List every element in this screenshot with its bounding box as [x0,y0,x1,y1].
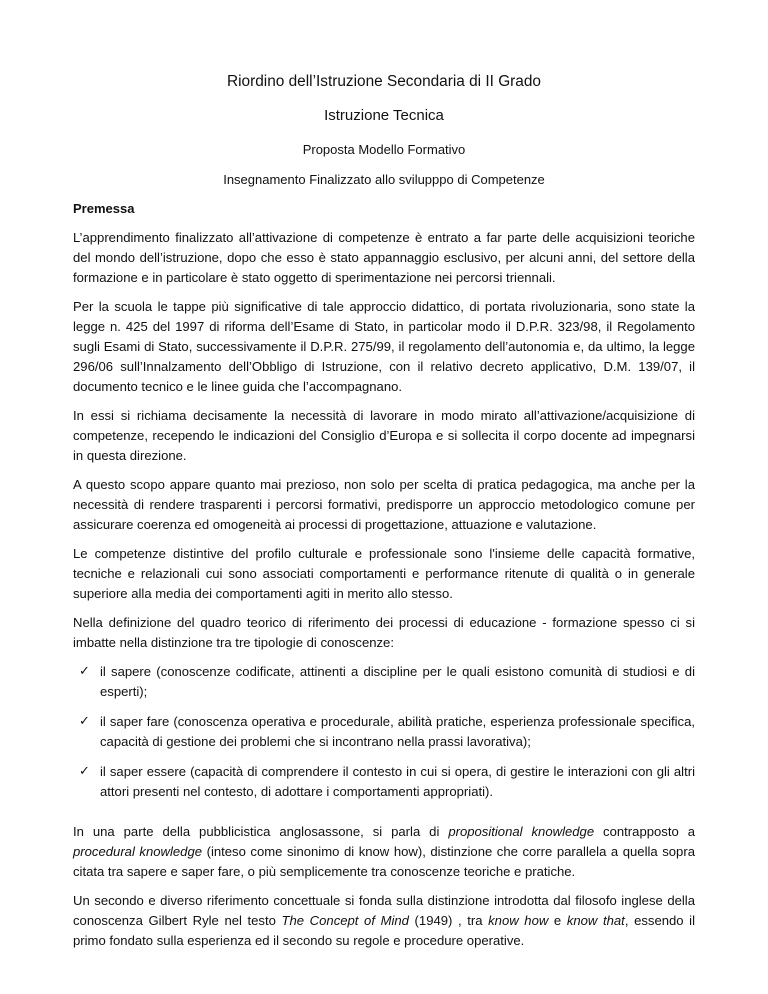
paragraph: L’apprendimento finalizzato all’attivazione di competenze è entrato a far parte delle acquisizioni teoriche del mondo dell’istruzione, dopo che esso è stato appannaggio esclusivo, per alcuni anni, del settore della formazione e in particolare è stato oggetto di sperimentazione nei percorsi triennali. [73,230,695,285]
text-run: , essendo il primo fondato sulla esperienza ed il secondo su regole e procedure operative. [73,913,695,948]
document-subtitle-2: Proposta Modello Formativo [302,142,466,157]
document-title: Riordino dell’Istruzione Secondaria di II Grado [227,73,541,90]
check-icon: ✓ [79,664,90,679]
document-subtitle: Istruzione Tecnica [324,107,444,124]
list-item-text: il saper essere (capacità di comprendere il contesto in cui si opera, di gestire le interazioni con gli altri attori presenti nel contesto, di adottare i comportamenti appropriati). [100,764,695,799]
paragraph-knowledge [73,822,695,882]
italic-term: propositional knowledge [448,824,595,839]
text-run: (1949) , tra [408,913,489,928]
check-icon: ✓ [79,714,90,729]
list-item-text: il sapere (conoscenze codificate, attinenti a discipline per le quali esistono comunità di studiosi e di esperti); [100,664,695,699]
italic-term: know that [566,913,625,928]
list-item [73,662,695,702]
italic-term: know how [488,913,549,928]
text-run: In una parte della pubblicistica anglosassone, si parla di [73,824,449,839]
paragraph: A questo scopo appare quanto mai prezioso, non solo per scelta di pratica pedagogica, ma anche per la necessità di rendere trasparenti i percorsi formativi, predisporre un approccio metodologico comune per assicurare coerenza ed omogeneità ai processi di progettazione, attuazione e valutazione. [73,477,695,532]
list-item [73,762,695,802]
paragraph-ryle [73,891,695,951]
paragraph: Nella definizione del quadro teorico di riferimento dei processi di educazione - formazione spesso ci si imbatte nella distinzione tra tre tipologie di conoscenze: [73,615,695,650]
text-run: contrapposto a [594,824,695,839]
list-item [73,712,695,752]
spacer [73,812,695,822]
paragraph: Per la scuola le tappe più significative di tale approccio didattico, di portata rivoluzionaria, sono state la legge n. 425 del 1997 di riforma dell’Esame di Stato, in particolar modo il D.P.R. 323/98, il Regolamento sugli Esami di Stato, successivamente il D.P.R. 275/99, il regolamento dell’autonomia e, da ultimo, la legge 296/06 sull’Innalzamento dell’Obbligo di Istruzione, con il relativo decreto applicativo, D.M. 139/07, il documento tecnico e le linee guida che l’accompagnano. [73,299,695,394]
italic-term: procedural knowledge [73,844,203,859]
paragraph: In essi si richiama decisamente la necessità di lavorare in modo mirato all’attivazione/acquisizione di competenze, recependo le indicazioni del Consiglio d’Europa e si sollecita il corpo docente ad impegnarsi in questa direzione. [73,408,695,463]
document-subtitle-3: Insegnamento Finalizzato allo svilupppo di Competenze [223,172,545,187]
text-run: (inteso come sinonimo di know how), distinzione che corre parallela a quella sopra citata tra sapere e saper fare, o più semplicemente tra conoscenze teoriche e pratiche. [73,844,695,879]
section-heading: Premessa [73,201,135,216]
check-icon: ✓ [79,764,90,779]
text-run: Un secondo e diverso riferimento concettuale si fonda sulla distinzione introdotta dal filosofo inglese della conoscenza Gilbert Ryle nel testo [73,893,695,928]
book-title: The Concept of Mind [281,913,409,928]
paragraph: Le competenze distintive del profilo culturale e professionale sono l'insieme delle capacità formative, tecniche e relazionali cui sono associati comportamenti e performance ritenute di qualità o in generale superiore alla media dei comportamenti agiti in merito allo stesso. [73,546,695,601]
knowledge-types-list [73,662,695,802]
text-run: e [548,913,567,928]
list-item-text: il saper fare (conoscenza operativa e procedurale, abilità pratiche, esperienza professionale specifica, capacità di gestione dei problemi che si incontrano nella prassi lavorativa); [100,714,695,749]
